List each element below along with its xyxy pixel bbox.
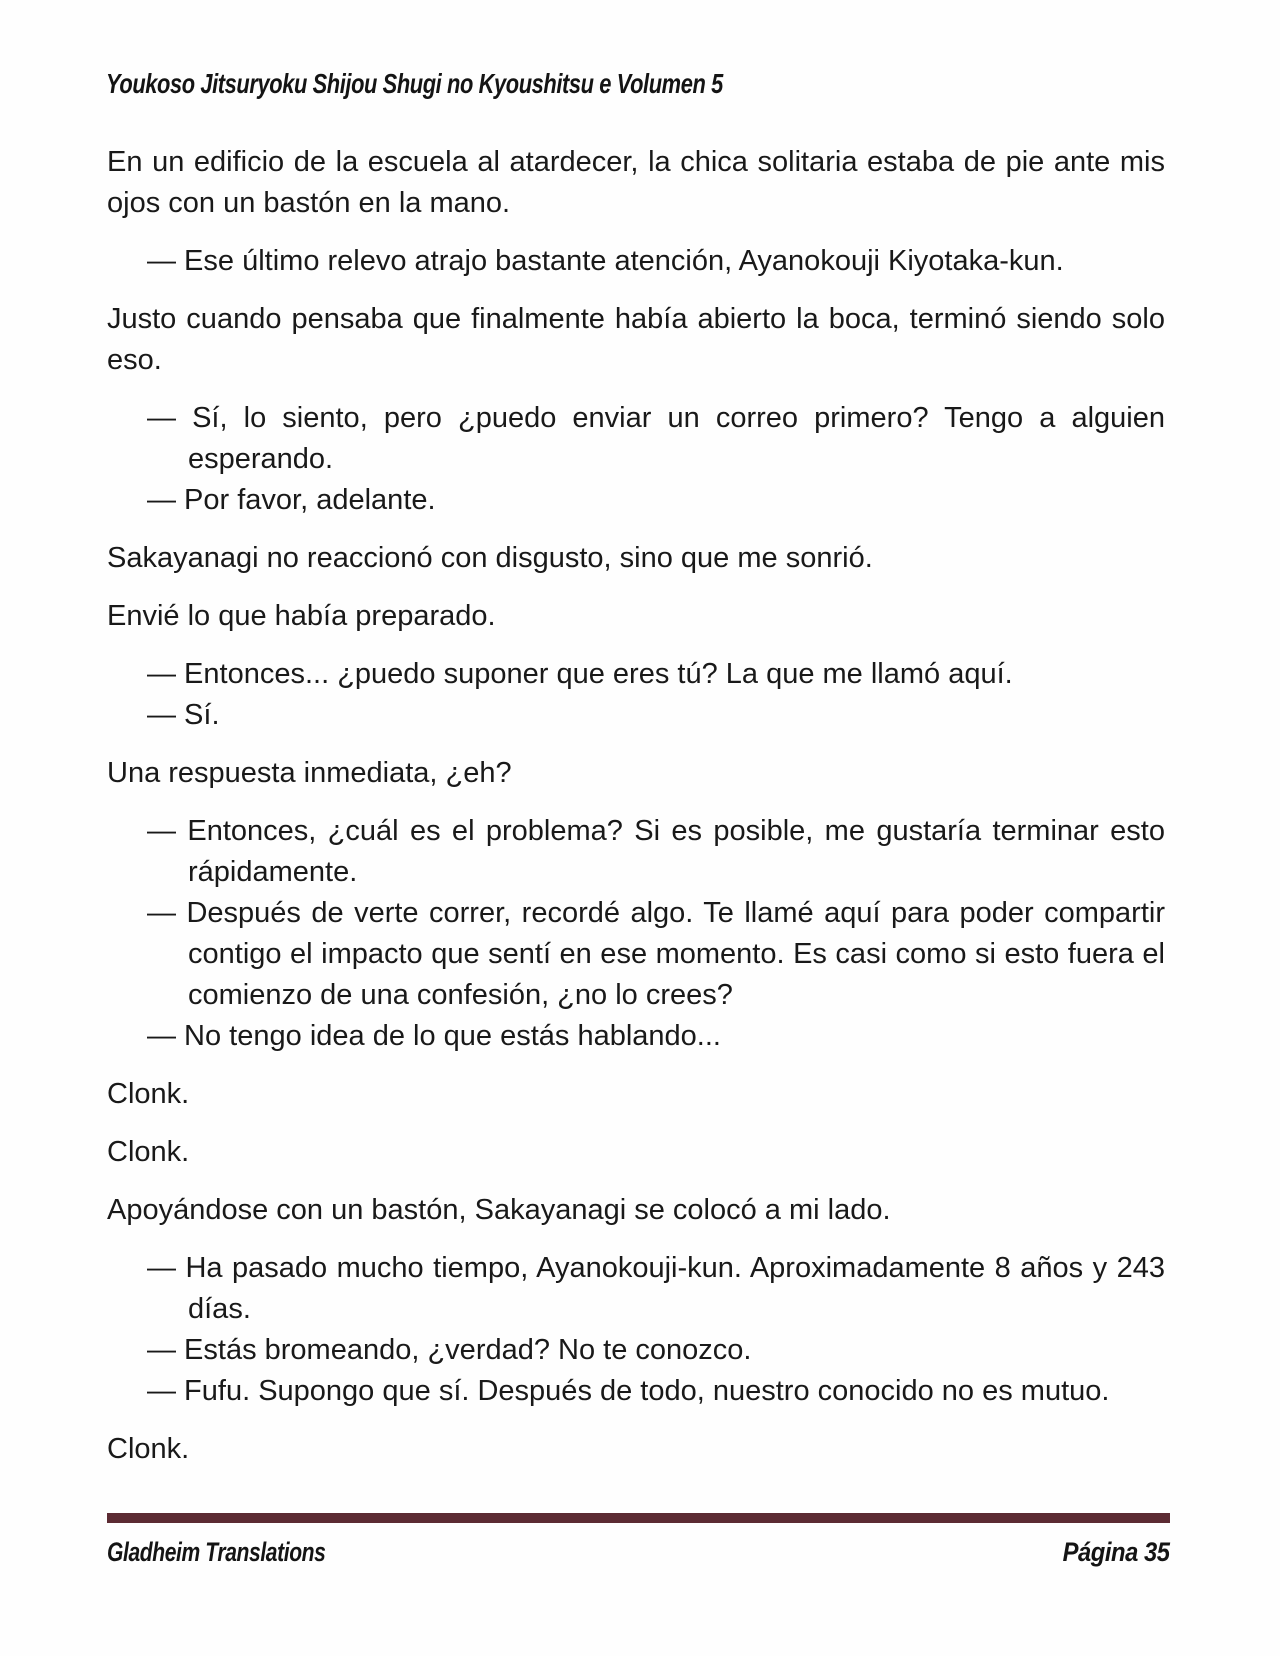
paragraph: Clonk. xyxy=(107,1433,190,1465)
dialogue-line: — Entonces... ¿puedo suponer que eres tú? La que me llamó aquí. xyxy=(147,658,1013,690)
paragraph: Una respuesta inmediata, ¿eh? xyxy=(107,757,512,789)
dialogue-group xyxy=(107,811,1165,1057)
footer-left xyxy=(107,1537,387,1568)
footer-divider xyxy=(107,1513,1170,1523)
page-footer xyxy=(107,1513,1170,1568)
paragraph: Clonk. xyxy=(107,1078,190,1110)
dialogue-line: — Sí. xyxy=(147,699,220,731)
body-text xyxy=(107,142,1165,1487)
paragraph: Clonk. xyxy=(107,1136,190,1168)
dialogue-line: — Ha pasado mucho tiempo, Ayanokouji-kun. Aproximadamente 8 años y 243 días. xyxy=(147,1252,1165,1325)
page-number: Página 35 xyxy=(1063,1537,1170,1567)
dialogue-line: — Sí, lo siento, pero ¿puedo enviar un correo primero? Tengo a alguien esperando. xyxy=(147,402,1165,475)
page-header xyxy=(106,68,897,100)
paragraph: Envié lo que había preparado. xyxy=(107,600,496,632)
dialogue-line: — Fufu. Supongo que sí. Después de todo, nuestro conocido no es mutuo. xyxy=(147,1375,1110,1407)
dialogue-line: — Después de verte correr, recordé algo. Te llamé aquí para poder compartir contigo el impacto que sentí en ese momento. Es casi como si esto fuera el comienzo de una confesión, ¿no lo crees? xyxy=(147,897,1165,1011)
dialogue-group xyxy=(107,654,1165,736)
paragraph: Justo cuando pensaba que finalmente había abierto la boca, terminó siendo solo eso. xyxy=(107,303,1165,376)
translator-credit: Gladheim Translations xyxy=(107,1537,326,1567)
dialogue-line: — Ese último relevo atrajo bastante atención, Ayanokouji Kiyotaka-kun. xyxy=(147,245,1064,277)
paragraph: Sakayanagi no reaccionó con disgusto, sino que me sonrió. xyxy=(107,542,873,574)
dialogue-line: — Entonces, ¿cuál es el problema? Si es posible, me gustaría terminar esto rápidamente. xyxy=(147,815,1165,888)
dialogue-line: — Por favor, adelante. xyxy=(147,484,436,516)
dialogue-line: — No tengo idea de lo que estás hablando... xyxy=(147,1020,721,1052)
header-title: Youkoso Jitsuryoku Shijou Shugi no Kyoushitsu e Volumen 5 xyxy=(106,68,723,99)
footer-right xyxy=(1048,1537,1170,1568)
footer-row xyxy=(107,1537,1170,1568)
dialogue-line: — Estás bromeando, ¿verdad? No te conozco. xyxy=(147,1334,752,1366)
paragraph: En un edificio de la escuela al atardecer, la chica solitaria estaba de pie ante mis ojos con un bastón en la mano. xyxy=(107,146,1165,219)
dialogue-group xyxy=(107,241,1165,282)
dialogue-group xyxy=(107,1248,1165,1412)
dialogue-group xyxy=(107,398,1165,521)
paragraph: Apoyándose con un bastón, Sakayanagi se colocó a mi lado. xyxy=(107,1194,891,1226)
